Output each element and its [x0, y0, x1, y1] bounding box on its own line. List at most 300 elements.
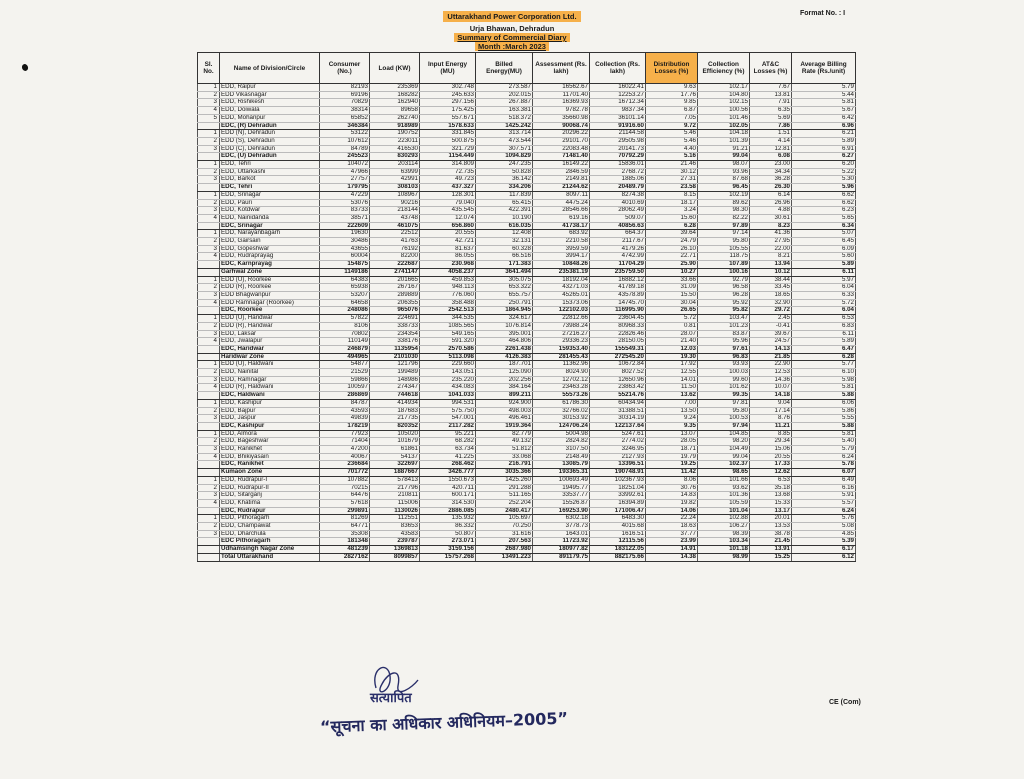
value-cell: 6.11	[792, 268, 856, 276]
value-cell: 15373.06	[533, 299, 590, 307]
division-name-cell: EDD, Rudrapur-I	[220, 476, 320, 484]
value-cell: 8097.11	[533, 191, 590, 199]
division-name-cell: EDD, Bageshwar	[220, 438, 320, 446]
value-cell: 3107.50	[533, 446, 590, 454]
value-cell: 178219	[320, 422, 370, 430]
value-cell: 924.900	[476, 399, 533, 407]
value-cell: 8027.52	[590, 369, 646, 377]
table-row	[198, 299, 856, 307]
value-cell: 98.07	[698, 161, 750, 169]
value-cell: 105.697	[476, 515, 533, 523]
value-cell: 154875	[320, 261, 370, 269]
value-cell: 234354	[370, 330, 420, 338]
value-cell: 267.887	[476, 99, 533, 107]
value-cell: 473.544	[476, 137, 533, 145]
value-cell: 107612	[320, 137, 370, 145]
value-cell: 6.47	[792, 345, 856, 353]
value-cell: 17.92	[646, 361, 698, 369]
value-cell: 8.23	[750, 222, 792, 230]
value-cell: 30.61	[750, 214, 792, 222]
value-cell: 6.34	[792, 222, 856, 230]
value-cell: 101.62	[698, 384, 750, 392]
value-cell: 32.131	[476, 238, 533, 246]
division-name-cell: EDD, Dharchula	[220, 530, 320, 538]
serial-cell: 4	[198, 253, 220, 261]
value-cell: 5.77	[792, 361, 856, 369]
value-cell: 701772	[320, 469, 370, 477]
value-cell: 918989	[370, 122, 420, 130]
value-cell: 70215	[320, 484, 370, 492]
value-cell: 2.45	[750, 315, 792, 323]
division-name-cell: EDD, Nainital	[220, 369, 320, 377]
value-cell: 36.142	[476, 176, 533, 184]
value-cell: 15.60	[646, 214, 698, 222]
value-cell: 5.88	[792, 392, 856, 400]
value-cell: 72.735	[420, 168, 476, 176]
value-cell: 16022.41	[590, 84, 646, 92]
value-cell: 68.282	[420, 438, 476, 446]
value-cell: 247.235	[476, 161, 533, 169]
value-cell: 2117.67	[590, 238, 646, 246]
value-cell: 9.24	[646, 415, 698, 423]
division-name-cell: EDD (U), Haldwani	[220, 361, 320, 369]
value-cell: 30.04	[646, 299, 698, 307]
value-cell: 63.734	[420, 446, 476, 454]
col-header: Collection (Rs. lakh)	[590, 53, 646, 84]
serial-cell: 3	[198, 330, 220, 338]
value-cell: 21244.62	[533, 184, 590, 192]
value-cell: 518.372	[476, 114, 533, 122]
value-cell: 616.035	[476, 222, 533, 230]
table-row	[198, 245, 856, 253]
value-cell: 190752	[370, 130, 420, 138]
value-cell: 4179.26	[590, 245, 646, 253]
serial-cell: 3	[198, 207, 220, 215]
value-cell: 26.96	[750, 199, 792, 207]
table-row	[198, 384, 856, 392]
value-cell: 5.30	[792, 176, 856, 184]
table-row	[198, 276, 856, 284]
value-cell: 13085.79	[533, 461, 590, 469]
value-cell: 422.391	[476, 207, 533, 215]
division-name-cell: EDC, Tehri	[220, 184, 320, 192]
value-cell: 19.30	[646, 353, 698, 361]
division-name-cell: EDD, Tehri	[220, 161, 320, 169]
division-name-cell: Kumaon Zone	[220, 469, 320, 477]
value-cell: 547.001	[420, 415, 476, 423]
value-cell: 27757	[320, 176, 370, 184]
table-row	[198, 430, 856, 438]
table-row-subtotal	[198, 507, 856, 515]
value-cell: 79.040	[420, 199, 476, 207]
value-cell: 26.10	[646, 245, 698, 253]
value-cell: 8274.38	[590, 191, 646, 199]
value-cell: 89658	[370, 107, 420, 115]
serial-cell: 2	[198, 91, 220, 99]
serial-cell	[198, 261, 220, 269]
verified-stamp: सत्यापित	[370, 691, 412, 706]
value-cell: 97.14	[698, 230, 750, 238]
value-cell: 272545.20	[590, 353, 646, 361]
value-cell: 3.24	[646, 207, 698, 215]
value-cell: 6.83	[792, 322, 856, 330]
table-row-subtotal	[198, 422, 856, 430]
value-cell: 19.82	[646, 499, 698, 507]
value-cell: 60.328	[476, 245, 533, 253]
serial-cell	[198, 422, 220, 430]
value-cell: 12.074	[420, 214, 476, 222]
value-cell: 96.83	[698, 353, 750, 361]
value-cell: 8.21	[750, 253, 792, 261]
value-cell: 148986	[370, 376, 420, 384]
value-cell: 250.791	[476, 299, 533, 307]
value-cell: 199489	[370, 369, 420, 377]
value-cell: 461075	[370, 222, 420, 230]
value-cell: 65938	[320, 284, 370, 292]
value-cell: 6483.30	[590, 515, 646, 523]
value-cell: 5.39	[792, 538, 856, 546]
value-cell: 6.28	[792, 353, 856, 361]
division-name-cell: EDD, Ramnagar	[220, 376, 320, 384]
value-cell: 948.113	[420, 284, 476, 292]
value-cell: 6.27	[792, 153, 856, 161]
value-cell: 1041.033	[420, 392, 476, 400]
value-cell: 20.01	[750, 515, 792, 523]
value-cell: 22.24	[646, 515, 698, 523]
value-cell: 358.488	[420, 299, 476, 307]
value-cell: 416530	[370, 145, 420, 153]
value-cell: 21.46	[646, 161, 698, 169]
value-cell: 106.27	[698, 523, 750, 531]
table-row	[198, 476, 856, 484]
value-cell: 83733	[320, 207, 370, 215]
value-cell: 5.78	[792, 461, 856, 469]
value-cell: 655.757	[476, 291, 533, 299]
col-header: AT&C Losses (%)	[750, 53, 792, 84]
value-cell: 24.79	[646, 238, 698, 246]
value-cell: 102.15	[698, 99, 750, 107]
value-cell: 6.53	[750, 476, 792, 484]
value-cell: 16394.89	[590, 499, 646, 507]
value-cell: 30486	[320, 238, 370, 246]
table-row-subtotal	[198, 392, 856, 400]
serial-cell: 4	[198, 107, 220, 115]
value-cell: 8.85	[750, 430, 792, 438]
value-cell: 63999	[370, 168, 420, 176]
value-cell: 53122	[320, 130, 370, 138]
value-cell: 81269	[320, 515, 370, 523]
serial-cell: 1	[198, 430, 220, 438]
value-cell: 91916.60	[590, 122, 646, 130]
value-cell: 10848.26	[533, 261, 590, 269]
value-cell: 38314	[320, 107, 370, 115]
value-cell: 346384	[320, 122, 370, 130]
table-row	[198, 130, 856, 138]
col-header: Name of Division/Circle	[220, 53, 320, 84]
value-cell: 97.89	[698, 222, 750, 230]
value-cell: 14.91	[646, 546, 698, 554]
table-row	[198, 199, 856, 207]
value-cell: 511.165	[476, 492, 533, 500]
value-cell: 1425.260	[476, 476, 533, 484]
value-cell: 5.16	[646, 153, 698, 161]
value-cell: 71404	[320, 438, 370, 446]
value-cell: 76192	[370, 245, 420, 253]
value-cell: 49.723	[420, 176, 476, 184]
value-cell: 8099857	[370, 553, 420, 561]
value-cell: 434.083	[420, 384, 476, 392]
value-cell: 98.39	[698, 530, 750, 538]
value-cell: 97.61	[698, 345, 750, 353]
value-cell: 15836.01	[590, 161, 646, 169]
value-cell: 5004.98	[533, 430, 590, 438]
division-name-cell: Udhamsingh Nagar Zone	[220, 546, 320, 554]
serial-cell: 1	[198, 84, 220, 92]
value-cell: 42.721	[420, 238, 476, 246]
value-cell: 22.90	[750, 361, 792, 369]
value-cell: 268.462	[420, 461, 476, 469]
value-cell: 60434.94	[590, 399, 646, 407]
value-cell: 203114	[370, 161, 420, 169]
value-cell: 15.25	[750, 553, 792, 561]
value-cell: 6.24	[792, 453, 856, 461]
value-cell: 656.860	[420, 222, 476, 230]
division-name-cell: EDD (R), Haldwani	[220, 384, 320, 392]
value-cell: 47966	[320, 168, 370, 176]
table-row	[198, 376, 856, 384]
value-cell: 121796	[370, 361, 420, 369]
value-cell: 500.875	[420, 137, 476, 145]
value-cell: 82.22	[698, 214, 750, 222]
value-cell: 14745.70	[590, 299, 646, 307]
value-cell: 22512	[370, 230, 420, 238]
value-cell: 70802	[320, 330, 370, 338]
table-row	[198, 523, 856, 531]
col-header: Average Billing Rate (Rs./unit)	[792, 53, 856, 84]
value-cell: 2824.82	[533, 438, 590, 446]
table-row-subtotal	[198, 469, 856, 477]
value-cell: 965076	[370, 307, 420, 315]
value-cell: 180977.82	[533, 546, 590, 554]
value-cell: 2101030	[370, 353, 420, 361]
value-cell: 105020	[370, 430, 420, 438]
serial-cell: 5	[198, 114, 220, 122]
value-cell: 5.44	[792, 91, 856, 99]
value-cell: 5.86	[792, 407, 856, 415]
value-cell: 291.288	[476, 484, 533, 492]
value-cell: 20296.22	[533, 130, 590, 138]
value-cell: 25.90	[646, 261, 698, 269]
value-cell: 21529	[320, 369, 370, 377]
value-cell: 95.96	[698, 338, 750, 346]
value-cell: 107.89	[698, 261, 750, 269]
value-cell: 35660.98	[533, 114, 590, 122]
value-cell: 5247.61	[590, 430, 646, 438]
value-cell: 91.21	[698, 145, 750, 153]
division-name-cell: EDD, Gairsain	[220, 238, 320, 246]
value-cell: 73988.24	[533, 322, 590, 330]
value-cell: 11.42	[646, 469, 698, 477]
value-cell: 122102.03	[533, 307, 590, 315]
value-cell: 10.27	[646, 268, 698, 276]
value-cell: 83653	[370, 523, 420, 531]
value-cell: 820352	[370, 422, 420, 430]
value-cell: 11.50	[646, 384, 698, 392]
division-name-cell: EDD, Gopeshwar	[220, 245, 320, 253]
table-row	[198, 530, 856, 538]
value-cell: 104072	[320, 161, 370, 169]
value-cell: 16882.12	[590, 276, 646, 284]
value-cell: 6.08	[750, 153, 792, 161]
division-name-cell: EDD, Almora	[220, 430, 320, 438]
value-cell: 32.90	[750, 299, 792, 307]
value-cell: 93.62	[698, 484, 750, 492]
serial-cell	[198, 184, 220, 192]
value-cell: 26.65	[646, 307, 698, 315]
value-cell: 3035.366	[476, 469, 533, 477]
value-cell: 19495.77	[533, 484, 590, 492]
value-cell: 81.637	[420, 245, 476, 253]
value-cell: 308103	[370, 184, 420, 192]
value-cell: 683.92	[533, 230, 590, 238]
table-row	[198, 446, 856, 454]
value-cell: 86.332	[420, 523, 476, 531]
value-cell: 11.21	[750, 422, 792, 430]
table-row	[198, 230, 856, 238]
value-cell: 1887667	[370, 469, 420, 477]
value-cell: 22826.46	[590, 330, 646, 338]
serial-cell: 2	[198, 322, 220, 330]
value-cell: 1578.633	[420, 122, 476, 130]
value-cell: 70792.29	[590, 153, 646, 161]
value-cell: 2127.93	[590, 453, 646, 461]
value-cell: 314.530	[420, 499, 476, 507]
serial-cell: 2	[198, 168, 220, 176]
value-cell: 16369.93	[533, 99, 590, 107]
value-cell: 14.13	[750, 345, 792, 353]
value-cell: 41763	[370, 238, 420, 246]
value-cell: 1130026	[370, 507, 420, 515]
table-row	[198, 114, 856, 122]
rti-stamp: “सूचना का अधिकार अधिनियम–2005”	[319, 708, 569, 737]
value-cell: 84787	[320, 399, 370, 407]
division-name-cell: EDC, (U) Dehradun	[220, 153, 320, 161]
table-row	[198, 338, 856, 346]
value-cell: 65.415	[476, 199, 533, 207]
value-cell: 87.68	[698, 176, 750, 184]
value-cell: 11723.92	[533, 538, 590, 546]
value-cell: 11704.29	[590, 261, 646, 269]
division-name-cell: EDD, Bajpur	[220, 407, 320, 415]
value-cell: 102367.93	[590, 476, 646, 484]
value-cell: 100.03	[698, 369, 750, 377]
value-cell: 9.63	[646, 84, 698, 92]
value-cell: 57822	[320, 315, 370, 323]
value-cell: 2261.438	[476, 345, 533, 353]
value-cell: 776.060	[420, 291, 476, 299]
value-cell: 100.56	[698, 107, 750, 115]
value-cell: 201665	[370, 276, 420, 284]
serial-cell: 3	[198, 415, 220, 423]
value-cell: 3959.59	[533, 245, 590, 253]
value-cell: 7.67	[750, 84, 792, 92]
division-name-cell: EDD, Champawat	[220, 523, 320, 531]
value-cell: 43593	[320, 407, 370, 415]
value-cell: 20.555	[420, 230, 476, 238]
value-cell: 171.383	[476, 261, 533, 269]
table-row	[198, 415, 856, 423]
serial-cell: 2	[198, 238, 220, 246]
value-cell: 509.07	[590, 214, 646, 222]
col-header: Collection Efficiency (%)	[698, 53, 750, 84]
table-row	[198, 438, 856, 446]
value-cell: 23.58	[646, 184, 698, 192]
value-cell: 23463.28	[533, 384, 590, 392]
value-cell: 54877	[320, 361, 370, 369]
value-cell: 891179.75	[533, 553, 590, 561]
value-cell: 286869	[320, 392, 370, 400]
value-cell: 281455.43	[533, 353, 590, 361]
value-cell: 13.91	[750, 546, 792, 554]
value-cell: 10.190	[476, 214, 533, 222]
value-cell: 12115.56	[590, 538, 646, 546]
value-cell: 190748.91	[590, 469, 646, 477]
serial-cell	[198, 538, 220, 546]
value-cell: 70.250	[476, 523, 533, 531]
division-name-cell: EDC, Haridwar	[220, 345, 320, 353]
value-cell: 24.57	[750, 338, 792, 346]
value-cell: 49839	[320, 415, 370, 423]
value-cell: 273.071	[420, 538, 476, 546]
value-cell: 6.20	[792, 161, 856, 169]
serial-cell	[198, 153, 220, 161]
table-row	[198, 291, 856, 299]
value-cell: 2570.586	[420, 345, 476, 353]
value-cell: 252.204	[476, 499, 533, 507]
serial-cell: 4	[198, 338, 220, 346]
value-cell: 4015.68	[590, 523, 646, 531]
value-cell: 100597	[320, 384, 370, 392]
value-cell: 384.164	[476, 384, 533, 392]
division-name-cell: EDD, Sitarganj	[220, 492, 320, 500]
value-cell: 18.71	[646, 446, 698, 454]
division-name-cell: Total Uttarakhand	[220, 553, 320, 561]
col-header: Consumer (No.)	[320, 53, 370, 84]
value-cell: 101.39	[698, 137, 750, 145]
value-cell: 549.165	[420, 330, 476, 338]
value-cell: 179795	[320, 184, 370, 192]
value-cell: 61786.30	[533, 399, 590, 407]
value-cell: 246879	[320, 345, 370, 353]
punch-mark	[21, 63, 29, 72]
value-cell: 1643.01	[533, 530, 590, 538]
value-cell: 13.07	[646, 430, 698, 438]
value-cell: 202.015	[476, 91, 533, 99]
value-cell: 324.617	[476, 315, 533, 323]
value-cell: 6.35	[750, 107, 792, 115]
division-name-cell: EDD, Doiwala	[220, 107, 320, 115]
value-cell: 994.531	[420, 399, 476, 407]
value-cell: 5.81	[792, 430, 856, 438]
col-header: Assessment (Rs. lakh)	[533, 53, 590, 84]
value-cell: 155549.31	[590, 345, 646, 353]
value-cell: 31388.51	[590, 407, 646, 415]
table-row	[198, 191, 856, 199]
value-cell: 33.068	[476, 453, 533, 461]
value-cell: 334.206	[476, 184, 533, 192]
table-row	[198, 484, 856, 492]
value-cell: 18.63	[646, 523, 698, 531]
